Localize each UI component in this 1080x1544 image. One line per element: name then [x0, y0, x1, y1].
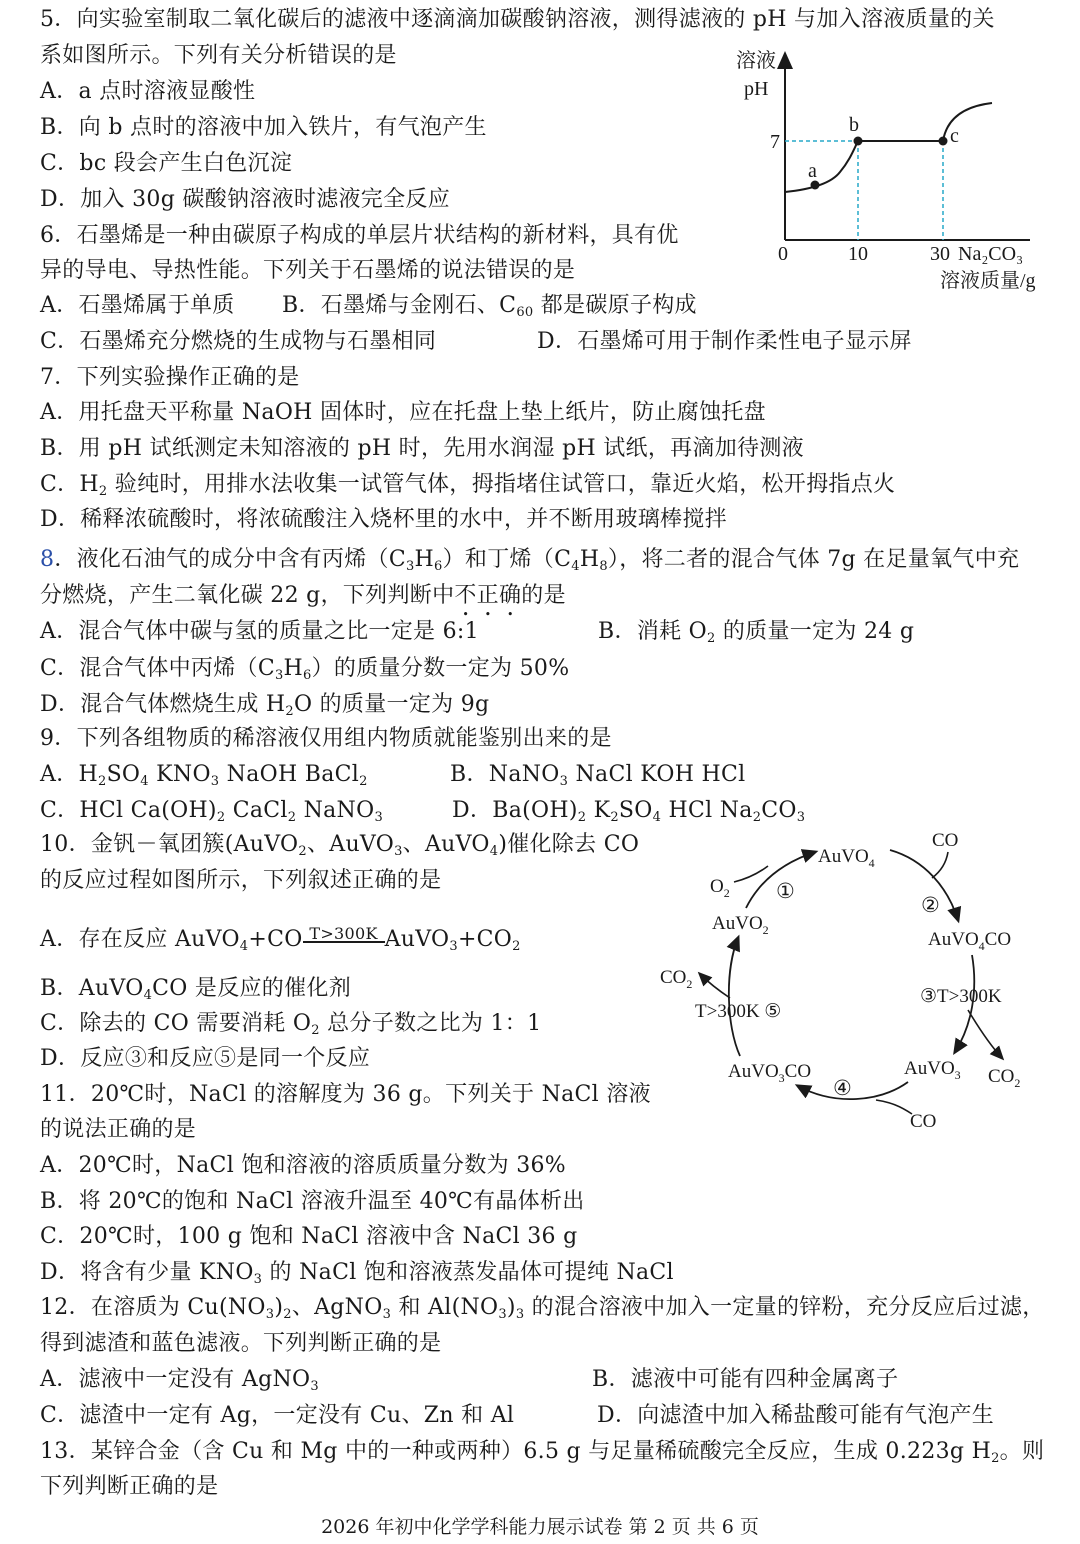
x-tick-10: 10: [848, 243, 868, 265]
species-auvo4: AuVO$_4$: [818, 846, 875, 870]
point-b-label: b: [849, 114, 859, 136]
y-axis-label-line1: 溶液: [736, 50, 776, 72]
q6-stem-line1: 6．石墨烯是一种由碳原子构成的单层片状结构的新材料，具有优: [40, 223, 679, 248]
species-auvo4co: AuVO$_4$CO: [928, 929, 1012, 953]
arrow-co2-out-left: [700, 974, 730, 998]
arrow-o2-in: [734, 866, 768, 882]
arrow-auvo3co-to-auvo2: [729, 938, 740, 1056]
point-c-label: c: [950, 125, 959, 147]
q5-stem-line2: 系如图所示。下列有关分析错误的是: [40, 43, 397, 68]
q6-option-c: C．石墨烯充分燃烧的生成物与石墨相同: [40, 329, 437, 354]
q5-option-a: A．a 点时溶液显酸性: [40, 79, 256, 104]
step-3-label: ③T>300K: [920, 986, 1002, 1007]
y-axis-label-line2: pH: [744, 78, 769, 100]
species-auvo3: AuVO$_3$: [904, 1058, 961, 1082]
q11-option-c: C．20℃时，100 g 饱和 NaCl 溶液中含 NaCl 36 g: [40, 1224, 578, 1249]
q8-option-c: C．混合气体中丙烯$(C_3H_6)$的质量分数一定为 50%: [40, 656, 570, 683]
q11-option-b: B．将 20℃的饱和 NaCl 溶液升温至 40℃有晶体析出: [40, 1189, 585, 1214]
product-co2-left: $CO_2$: [660, 967, 693, 991]
x-tick-30: 30: [930, 243, 950, 265]
q8-stem-line2: 分燃烧，产生二氧化碳 22 g，下列判断中不正确的是: [40, 583, 566, 608]
q7-option-c: C．$H_2$ 验纯时，用排水法收集一试管气体，拇指堵住试管口，靠近火焰，松开拇指点火: [40, 472, 896, 499]
reactant-co-bottom: CO: [910, 1111, 937, 1132]
q11-stem-line1: 11．20℃时，NaCl 的溶解度为 36 g。下列关于 NaCl 溶液: [40, 1082, 651, 1107]
q9-option-b: B．NaNO$_3$ NaCl KOH HCl: [450, 762, 746, 789]
q10-stem-line2: 的反应过程如图所示，下列叙述正确的是: [40, 868, 442, 893]
x-axis-label-line1: Na₂CO₃: [958, 243, 1024, 265]
curve-rising-segment: [785, 141, 858, 192]
q8-stem-line1: 8．液化石油气的成分中含有丙烯$(C_3H_6)$和丁烯$(C_4H_8)$，将二者的混合气体 7g 在足量氧气中充: [40, 547, 1020, 574]
q13-stem-line2: 下列判断正确的是: [40, 1474, 219, 1499]
q12-stem-line2: 得到滤渣和蓝色滤液。下列判断正确的是: [40, 1331, 442, 1356]
step-5-label: T>300K ⑤: [695, 1001, 782, 1022]
q7-stem: 7．下列实验操作正确的是: [40, 365, 300, 390]
q11-option-d: D．将含有少量 $KNO_3$ 的 NaCl 饱和溶液蒸发晶体可提纯 NaCl: [40, 1260, 674, 1287]
q7-option-d: D．稀释浓硫酸时，将浓硫酸注入烧杯里的水中，并不断用玻璃棒搅拌: [40, 507, 727, 532]
q5-option-b: B．向 b 点时的溶液中加入铁片，有气泡产生: [40, 115, 487, 140]
product-co2-right: $CO_2$: [988, 1066, 1021, 1090]
q10-option-d: D．反应③和反应⑤是同一个反应: [40, 1046, 371, 1071]
reaction-condition-arrow: T>300K: [303, 925, 385, 955]
reactant-co-top: CO: [932, 830, 959, 851]
y-tick-7: 7: [770, 131, 780, 153]
q12-option-a: A．滤液中一定没有 AgNO$_3$: [40, 1367, 319, 1394]
point-c: [939, 137, 948, 146]
ph-chart: [730, 45, 1060, 305]
arrow-co-in-top: [932, 852, 948, 878]
species-auvo2: AuVO$_2$: [712, 913, 769, 937]
page-footer: 2026 年初中化学学科能力展示试卷 第 2 页 共 6 页: [321, 1516, 759, 1538]
q11-option-a: A．20℃时，NaCl 饱和溶液的溶质质量分数为 36%: [40, 1153, 567, 1178]
q10-option-b: B．AuVO$_4$CO 是反应的催化剂: [40, 976, 352, 1003]
q7-option-a: A．用托盘天平称量 NaOH 固体时，应在托盘上垫上纸片，防止腐蚀托盘: [40, 400, 766, 425]
step-2-label: ②: [921, 893, 940, 917]
q6-stem-line2: 异的导电、导热性能。下列关于石墨烯的说法错误的是: [40, 258, 576, 283]
q8-option-a: A．混合气体中碳与氢的质量之比一定是 6:1: [40, 619, 479, 644]
q12-option-d: D．向滤渣中加入稀盐酸可能有气泡产生: [597, 1403, 995, 1428]
step-1-label: ①: [776, 879, 795, 903]
q5-option-d: D．加入 30g 碳酸钠溶液时滤液完全反应: [40, 187, 451, 212]
point-a-label: a: [808, 160, 817, 182]
q9-option-c: C．HCl $Ca(OH)_2$ CaCl$_2$ NaNO$_3$: [40, 798, 384, 825]
q9-stem: 9．下列各组物质的稀溶液仅用组内物质就能鉴别出来的是: [40, 726, 612, 751]
q10-stem-line1: 10．金钒－氧团簇(AuVO$_2$、AuVO$_3$、AuVO$_4$)催化除去 CO: [40, 832, 640, 859]
q5-stem-line1: 5．向实验室制取二氧化碳后的滤液中逐滴滴加碳酸钠溶液，测得滤液的 pH 与加入溶液质量的关: [40, 7, 995, 32]
arrow-co-in-bottom: [876, 1100, 912, 1114]
catalytic-cycle-diagram: [650, 820, 1070, 1140]
arrow-auvo3-to-auvo3co: [798, 1082, 908, 1099]
q9-option-a: A．$H_2SO_4$ $KNO_3$ NaOH BaCl$_2$: [40, 762, 368, 789]
q12-stem-line1: 12．在溶质为 $Cu(NO_3)_2$、AgNO$_3$ 和 $Al(NO_3)_3$ 的混合溶液中加入一定量的锌粉，充分反应后过滤，: [40, 1295, 1045, 1322]
q6-option-d: D．石墨烯可用于制作柔性电子显示屏: [537, 329, 912, 354]
q13-stem-line1: 13．某锌合金（含 Cu 和 Mg 中的一种或两种）6.5 g 与足量稀硫酸完全反应，生成 0.223g $H_2$。则: [40, 1439, 1045, 1466]
q8-option-b: B．消耗 $O_2$ 的质量一定为 24 g: [598, 619, 915, 646]
q7-option-b: B．用 pH 试纸测定未知溶液的 pH 时，先用水润湿 pH 试纸，再滴加待测液: [40, 436, 804, 461]
q6-option-b: B．石墨烯与金刚石、$C_{60}$ 都是碳原子构成: [282, 293, 697, 320]
point-b: [854, 137, 863, 146]
reactant-o2: $O_2$: [710, 876, 730, 900]
q6-option-a: A．石墨烯属于单质: [40, 293, 235, 318]
q9-option-d: D．$Ba(OH)_2$ $K_2SO_4$ HCl $Na_2CO_3$: [452, 798, 806, 825]
arrow-co2-out-right: [968, 1010, 1002, 1058]
q8-option-d: D．混合气体燃烧生成 $H_2O$ 的质量一定为 9g: [40, 692, 490, 719]
x-tick-0: 0: [778, 243, 788, 265]
q11-stem-line2: 的说法正确的是: [40, 1117, 197, 1142]
species-auvo3co: AuVO$_3$CO: [728, 1061, 812, 1085]
x-axis-label-line2: 溶液质量/g: [940, 270, 1036, 292]
q5-option-c: C．bc 段会产生白色沉淀: [40, 151, 293, 176]
q12-option-b: B．滤液中可能有四种金属离子: [592, 1367, 899, 1392]
q10-option-a: A．存在反应 AuVO$_4$+CO T>300K $AuVO_3+CO_2$: [40, 924, 521, 954]
step-4-label: ④: [833, 1076, 852, 1100]
q10-option-c: C．除去的 CO 需要消耗 $O_2$ 总分子数之比为 1：1: [40, 1011, 542, 1038]
q12-option-c: C．滤渣中一定有 Ag，一定没有 Cu、Zn 和 Al: [40, 1403, 515, 1428]
